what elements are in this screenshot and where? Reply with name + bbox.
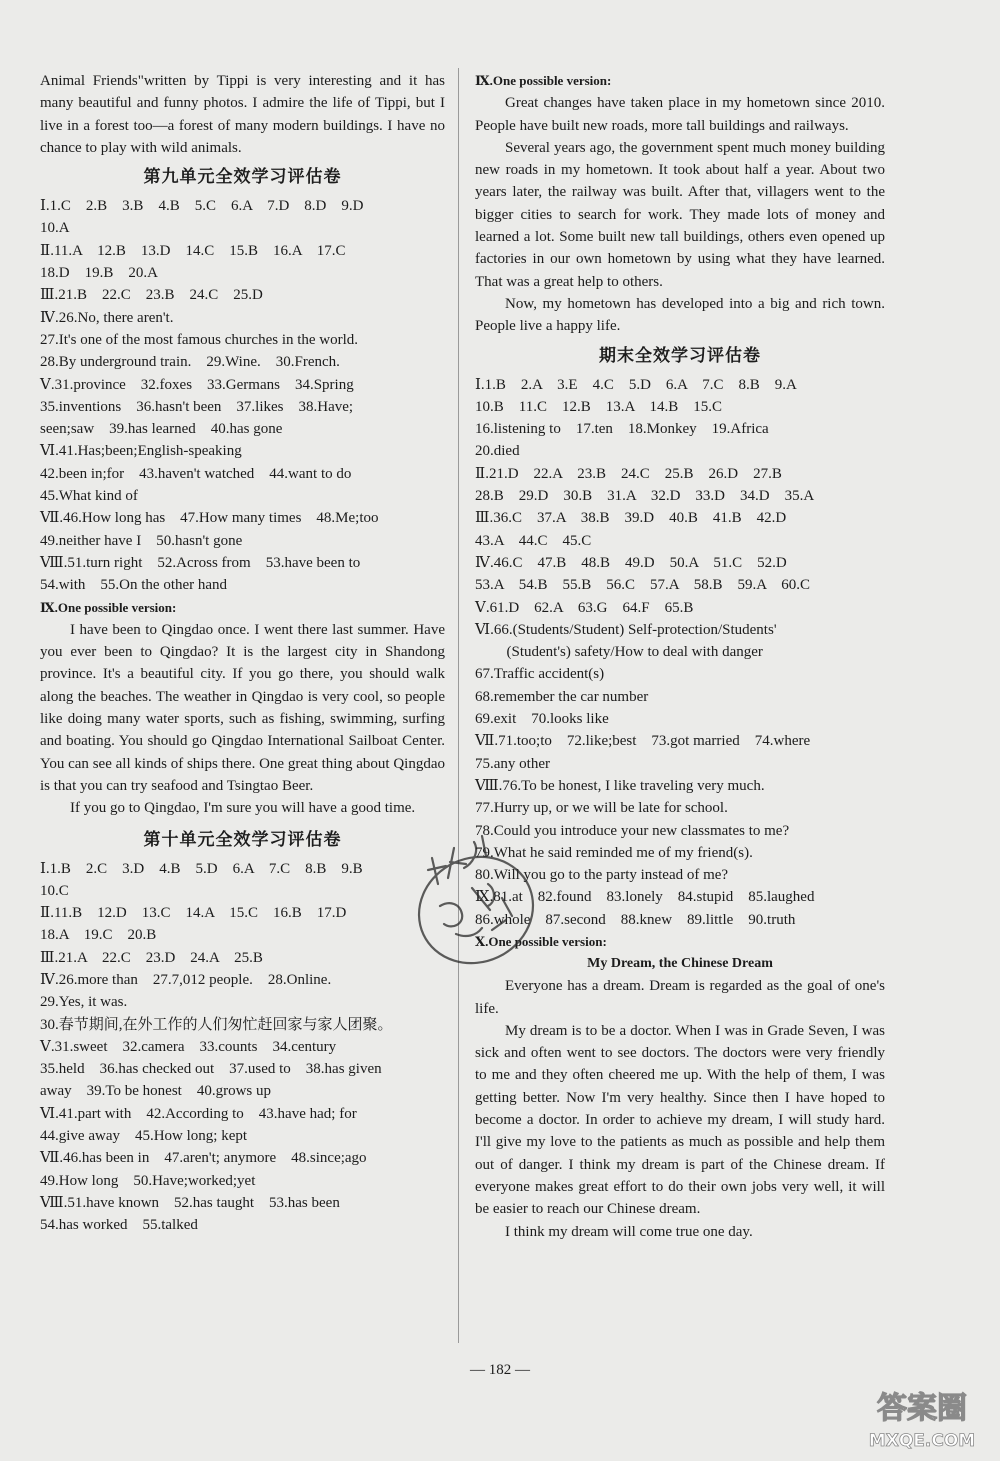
- answer-line: seen;saw 39.has learned 40.has gone: [40, 421, 283, 438]
- svg-text:答案圈: 答案圈: [877, 1391, 967, 1426]
- answer-line: Ⅰ.1.C 2.B 3.B 4.B 5.C 6.A 7.D 8.D 9.D: [40, 198, 364, 215]
- answer-line: Ⅳ.46.C 47.B 48.B 49.D 50.A 51.C 52.D: [475, 554, 787, 571]
- answer-line: Ⅴ.61.D 62.A 63.G 64.F 65.B: [475, 599, 694, 616]
- answer-line: 49.neither have I 50.hasn't gone: [40, 532, 243, 549]
- answer-line: Ⅰ.1.B 2.A 3.E 4.C 5.D 6.A 7.C 8.B 9.A: [475, 376, 797, 393]
- essay-heading: Ⅸ.One possible version:: [475, 73, 612, 88]
- answer-line: 10.A: [40, 220, 70, 237]
- answer-line: 35.inventions 36.hasn't been 37.likes 38.Have;: [40, 398, 354, 415]
- essay-paragraph: I think my dream will come true one day.: [505, 1223, 753, 1240]
- answer-line: 53.A 54.B 55.B 56.C 57.A 58.B 59.A 60.C: [475, 577, 811, 594]
- answer-line: 27.It's one of the most famous churches in the world.: [40, 331, 359, 348]
- answer-line: Ⅳ.26.more than 27.7,012 people. 28.Online.: [40, 971, 332, 988]
- answer-line: 78.Could you introduce your new classmates to me?: [475, 822, 790, 839]
- answer-line: Ⅱ.11.B 12.D 13.C 14.A 15.C 16.B 17.D: [40, 905, 347, 922]
- answer-line: Ⅱ.21.D 22.A 23.B 24.C 25.B 26.D 27.B: [475, 465, 782, 482]
- right-column: [475, 70, 885, 1243]
- answer-line: 28.B 29.D 30.B 31.A 32.D 33.D 34.D 35.A: [475, 488, 815, 505]
- essay-heading: Ⅹ.One possible version:: [475, 933, 607, 949]
- essay-paragraph: Great changes have taken place in my hometown since 2010. People have built new roads, more tall buildings and railways.: [475, 95, 885, 134]
- answer-line: 45.What kind of: [40, 488, 138, 505]
- answer-line: Ⅵ.41.part with 42.According to 43.have had; for: [40, 1105, 357, 1122]
- answer-line: 79.What he said reminded me of my friend(s).: [475, 844, 753, 861]
- answer-line: Ⅷ.76.To be honest, I like traveling very much.: [475, 777, 765, 794]
- essay-paragraph: Everyone has a dream. Dream is regarded as the goal of one's life.: [475, 978, 885, 1017]
- answer-line: 44.give away 45.How long; kept: [40, 1128, 248, 1145]
- column-divider: [458, 68, 459, 1343]
- essay-paragraph: If you go to Qingdao, I'm sure you will have a good time.: [70, 800, 416, 817]
- essay-title: My Dream, the Chinese Dream: [587, 956, 773, 972]
- answer-line: Ⅵ.41.Has;been;English-speaking: [40, 443, 242, 460]
- answer-line: 68.remember the car number: [475, 688, 649, 705]
- left-column: [40, 70, 445, 1237]
- answer-line: Ⅲ.36.C 37.A 38.B 39.D 40.B 41.B 42.D: [475, 510, 787, 527]
- answer-line: Ⅴ.31.province 32.foxes 33.Germans 34.Spring: [40, 376, 354, 393]
- answer-line: Ⅲ.21.B 22.C 23.B 24.C 25.D: [40, 287, 263, 304]
- answer-line: 10.B 11.C 12.B 13.A 14.B 15.C: [475, 398, 722, 415]
- answer-line: Ⅷ.51.turn right 52.Across from 53.have been to: [40, 554, 361, 571]
- answer-line: 49.How long 50.Have;worked;yet: [40, 1172, 256, 1189]
- intro-paragraph: Animal Friends"written by Tippi is very interesting and it has many beautiful and funny photos. I admire the life of Tippi, but I live in a forest too—a forest of many modern buildings. I have no chance to play with wild animals.: [40, 73, 445, 156]
- essay-heading: Ⅸ.One possible version:: [40, 599, 177, 615]
- answer-line: 29.Yes, it was.: [40, 994, 128, 1011]
- unit9-title: 第九单元全效学习评估卷: [143, 167, 342, 188]
- answer-line: 10.C: [40, 882, 69, 899]
- answer-line: 18.A 19.C 20.B: [40, 927, 157, 944]
- essay-paragraph: Several years ago, the government spent much money building new roads in my hometown. It took about half a year. About two years later, the railway was built. After that, villagers went to the bigger cities to search for work. They made lots of money and learned a lot. Some built new tall buildings, others even opened up factories in our own hometown by using what they have learned. That was a great help to others.: [475, 139, 885, 290]
- answer-line: 18.D 19.B 20.A: [40, 265, 158, 282]
- answer-line: Ⅶ.46.How long has 47.How many times 48.Me;too: [40, 510, 379, 527]
- answer-line: 28.By underground train. 29.Wine. 30.French.: [40, 354, 340, 371]
- answer-line: 16.listening to 17.ten 18.Monkey 19.Africa: [475, 421, 769, 438]
- answer-line: 43.A 44.C 45.C: [475, 532, 592, 549]
- answer-line: 75.any other: [475, 755, 550, 772]
- answer-line: Ⅳ.26.No, there aren't.: [40, 309, 174, 326]
- answer-line: 54.with 55.On the other hand: [40, 577, 228, 594]
- answer-line: 69.exit 70.looks like: [475, 711, 609, 728]
- answer-line: Ⅴ.31.sweet 32.camera 33.counts 34.century: [40, 1038, 337, 1055]
- answer-line: (Student's) safety/How to deal with danger: [506, 644, 763, 661]
- essay-paragraph: I have been to Qingdao once. I went there last summer. Have you ever been to Qingdao? It is the largest city in Shandong province. It's a beautiful city. If you go there, you should walk along the beaches. The weather in Qingdao is very cool, so people like doing many water sports, such as fishing, swimming, surfing and boating. You should go Qingdao International Sailboat Center. You can see all kinds of ships there. One great thing about Qingdao is that you can try seafood and Tsingtao Beer.: [40, 621, 445, 794]
- watermark-logo-icon: [852, 1384, 992, 1452]
- answer-line: 86.whole 87.second 88.knew 89.little 90.truth: [475, 911, 796, 928]
- answer-line: 20.died: [475, 443, 520, 460]
- answer-line: 77.Hurry up, or we will be late for school.: [475, 800, 728, 817]
- page-number: — 182 —: [470, 1362, 530, 1378]
- answer-line: Ⅸ.81.at 82.found 83.lonely 84.stupid 85.laughed: [475, 889, 815, 906]
- answer-line: Ⅱ.11.A 12.B 13.D 14.C 15.B 16.A 17.C: [40, 242, 346, 259]
- answer-line: Ⅵ.66.(Students/Student) Self-protection/Students': [475, 621, 777, 638]
- answer-line: 67.Traffic accident(s): [475, 666, 605, 683]
- answer-line: 54.has worked 55.talked: [40, 1217, 198, 1234]
- answer-line: 42.been in;for 43.haven't watched 44.want to do: [40, 465, 352, 482]
- answer-line: Ⅲ.21.A 22.C 23.D 24.A 25.B: [40, 949, 263, 966]
- answer-line: 30.春节期间,在外工作的人们匆忙赶回家与家人团聚。: [40, 1016, 393, 1033]
- answer-line: 80.Will you go to the party instead of me?: [475, 867, 729, 884]
- essay-paragraph: Now, my hometown has developed into a big and rich town. People live a happy life.: [475, 295, 885, 335]
- answer-line: away 39.To be honest 40.grows up: [40, 1083, 271, 1100]
- answer-line: Ⅶ.46.has been in 47.aren't; anymore 48.since;ago: [40, 1150, 367, 1167]
- essay-paragraph: My dream is to be a doctor. When I was in Grade Seven, I was sick and often went to see doctors. The doctors were very friendly to me and they often cheered me up. With the help of them, I was getting better. Now I'm very healthy. Since then I have hoped to become a doctor. In order to achieve my dream, I will study hard. I'll give my love to the patients as much as possible and help them out of danger. I think my dream is part of the Chinese dream. If everyone makes great effort to do their own jobs very well, it will be easier to reach our Chinese dream.: [475, 1022, 885, 1218]
- answer-line: Ⅶ.71.too;to 72.like;best 73.got married 74.where: [475, 733, 811, 750]
- svg-text:MXQE.COM: MXQE.COM: [868, 1431, 976, 1451]
- answer-line: Ⅷ.51.have known 52.has taught 53.has been: [40, 1194, 340, 1211]
- answer-line: 35.held 36.has checked out 37.used to 38.has given: [40, 1061, 382, 1078]
- final-exam-title: 期末全效学习评估卷: [599, 345, 761, 366]
- answer-line: Ⅰ.1.B 2.C 3.D 4.B 5.D 6.A 7.C 8.B 9.B: [40, 860, 363, 877]
- unit10-title: 第十单元全效学习评估卷: [143, 829, 342, 850]
